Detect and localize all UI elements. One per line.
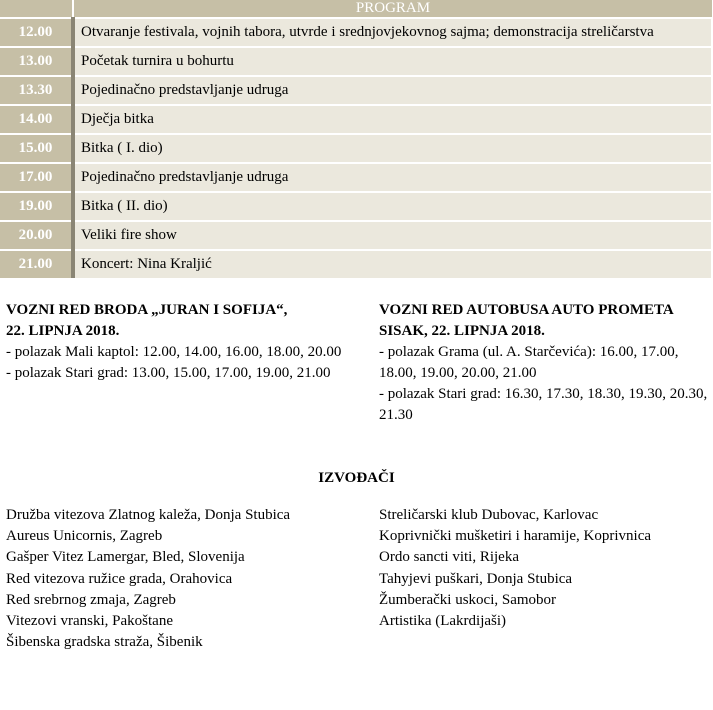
program-header-row <box>0 0 712 18</box>
program-event: Dječja bitka <box>73 105 712 134</box>
performer-item: Žumberački uskoci, Samobor <box>379 591 557 608</box>
program-row <box>0 163 712 192</box>
program-time: 13.30 <box>0 76 73 105</box>
performer-item: Šibenska gradska straža, Šibenik <box>6 634 203 651</box>
ferry-title-line1: VOZNI RED BRODA „JURAN I SOFIJA“, <box>6 302 288 318</box>
ferry-departure-mali-kaptol: - polazak Mali kaptol: 12.00, 14.00, 16.00, 18.00, 20.00 <box>6 344 342 360</box>
program-row <box>0 18 712 47</box>
performer-item: Aureus Unicornis, Zagreb <box>6 528 163 545</box>
program-time: 13.00 <box>0 47 73 76</box>
program-event: Koncert: Nina Kraljić <box>73 250 712 278</box>
program-time: 12.00 <box>0 18 73 47</box>
performer-item: Tahyjevi puškari, Donja Stubica <box>379 570 573 587</box>
program-time: 14.00 <box>0 105 73 134</box>
program-table <box>0 0 713 278</box>
ferry-title-line2: 22. LIPNJA 2018. <box>6 323 120 339</box>
performers-title: IZVOĐAČI <box>318 470 395 486</box>
performer-item: Streličarski klub Dubovac, Karlovac <box>379 507 599 523</box>
bus-departure-stari-grad: - polazak Stari grad: 16.30, 17.30, 18.30, 19.30, 20.30, 21.30 <box>379 386 708 423</box>
program-event: Bitka ( I. dio) <box>73 134 712 163</box>
program-row <box>0 221 712 250</box>
program-time: 17.00 <box>0 163 73 192</box>
program-row <box>0 47 712 76</box>
performer-item: Red srebrnog zmaja, Zagreb <box>6 591 176 608</box>
bus-departure-grama: - polazak Grama (ul. A. Starčevića): 16.00, 17.00, 18.00, 19.00, 20.00, 21.00 <box>379 344 679 381</box>
program-row <box>0 192 712 221</box>
performers-list-right <box>379 505 651 632</box>
program-row <box>0 105 712 134</box>
program-event: Pojedinačno predstavljanje udruga <box>73 76 712 105</box>
performer-item: Vitezovi vranski, Pakoštane <box>6 613 173 630</box>
program-time: 19.00 <box>0 192 73 221</box>
performer-item: Red vitezova ružice grada, Orahovica <box>6 570 233 587</box>
program-event: Bitka ( II. dio) <box>73 192 712 221</box>
bus-schedule <box>379 300 709 426</box>
performer-item: Ordo sancti viti, Rijeka <box>379 549 519 566</box>
program-event: Početak turnira u bohurtu <box>73 47 712 76</box>
performer-item: Družba vitezova Zlatnog kaleža, Donja Stubica <box>6 507 291 523</box>
program-event: Otvaranje festivala, vojnih tabora, utvrde i srednjovjekovnog sajma; demonstracija streličarstva <box>73 18 712 47</box>
program-row <box>0 76 712 105</box>
program-row <box>0 134 712 163</box>
ferry-schedule <box>6 300 351 384</box>
program-event: Veliki fire show <box>73 221 712 250</box>
program-time: 15.00 <box>0 134 73 163</box>
program-header-blank <box>0 0 73 18</box>
bus-title-line2: SISAK, 22. LIPNJA 2018. <box>379 323 545 339</box>
performer-item: Artistika (Lakrdijaši) <box>379 613 507 630</box>
performers-list-left <box>6 505 290 653</box>
bus-title-line1: VOZNI RED AUTOBUSA AUTO PROMETA <box>379 302 674 318</box>
program-title: PROGRAM <box>73 0 712 18</box>
ferry-departure-stari-grad: - polazak Stari grad: 13.00, 15.00, 17.00, 19.00, 21.00 <box>6 365 331 381</box>
program-row <box>0 250 712 278</box>
program-event: Pojedinačno predstavljanje udruga <box>73 163 712 192</box>
performer-item: Gašper Vitez Lamergar, Bled, Slovenija <box>6 549 245 566</box>
performer-item: Koprivnički mušketiri i haramije, Koprivnica <box>379 528 652 545</box>
program-time: 20.00 <box>0 221 73 250</box>
program-time: 21.00 <box>0 250 73 278</box>
